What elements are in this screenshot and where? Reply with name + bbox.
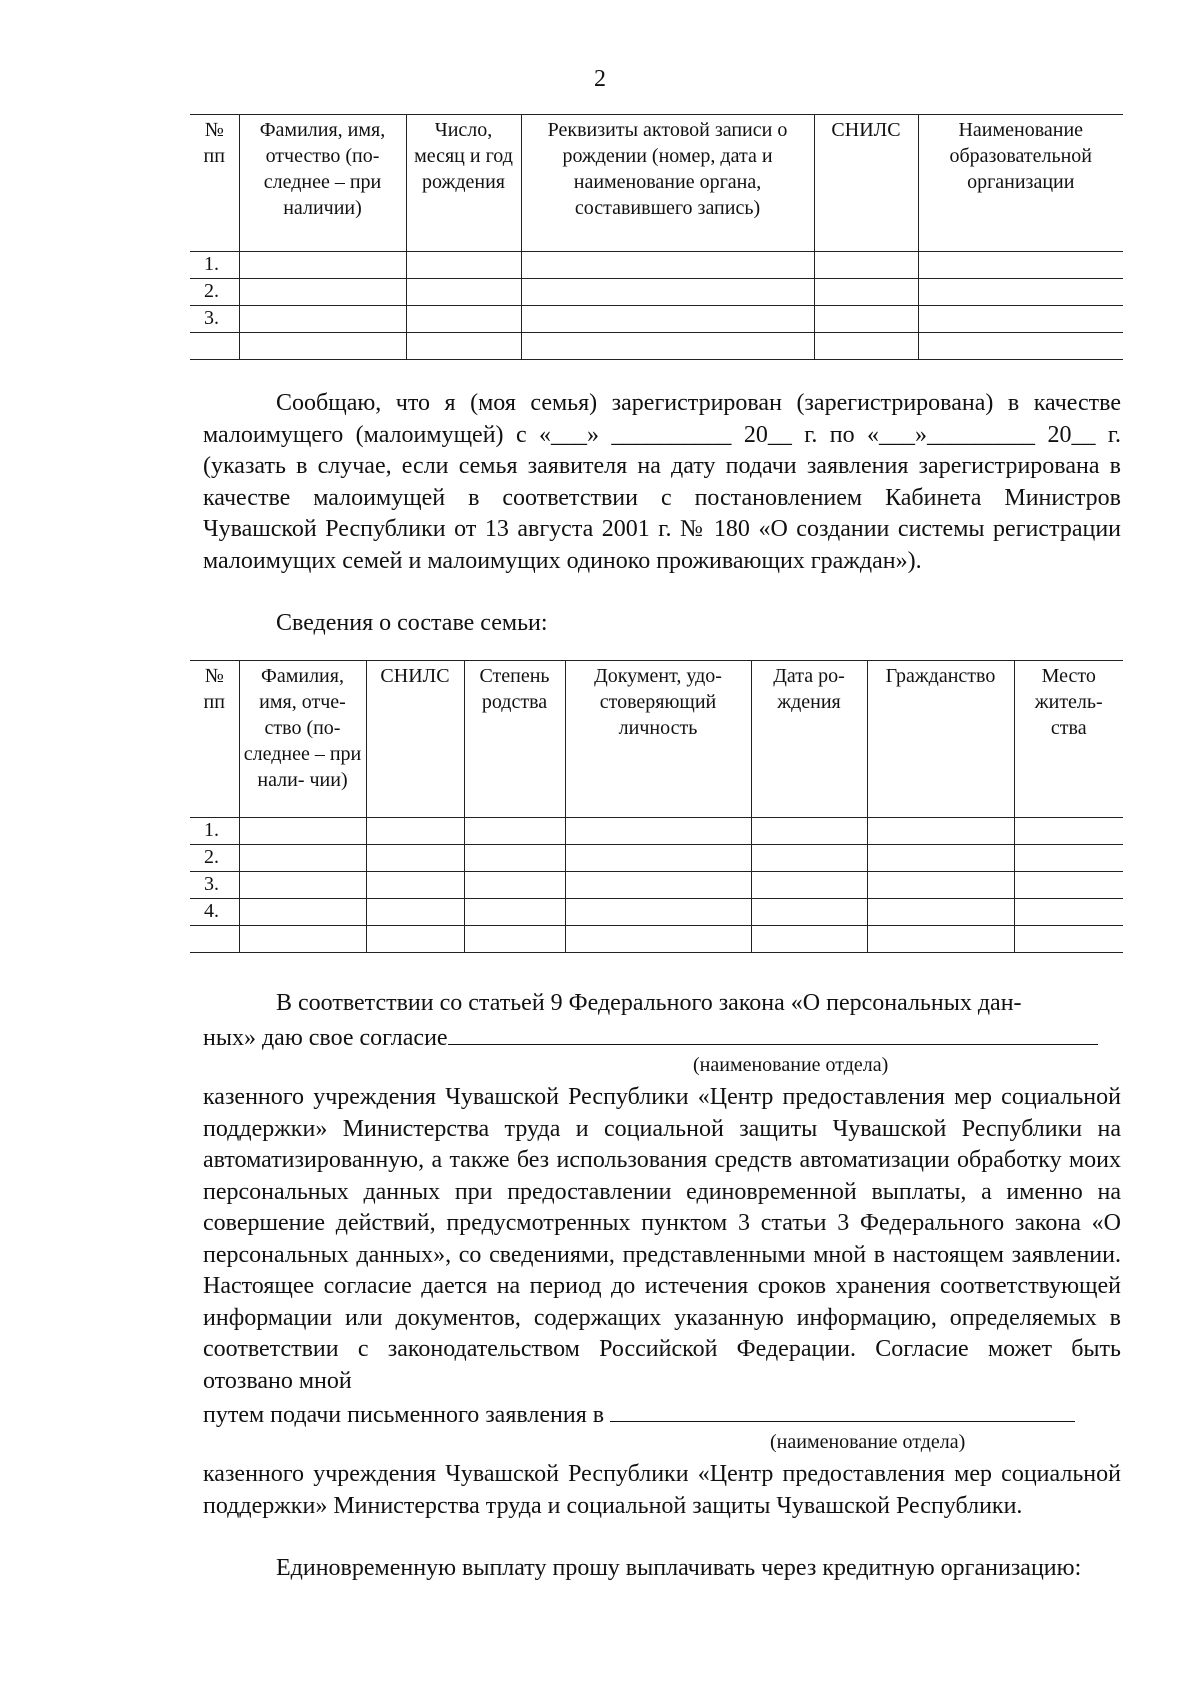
low-income-paragraph <box>203 388 1121 577</box>
empty-cell <box>464 845 565 872</box>
table-row <box>190 899 1123 926</box>
empty-cell <box>1014 926 1123 953</box>
table-row <box>190 818 1123 845</box>
row-number: 3. <box>190 306 239 333</box>
family-heading <box>203 608 1121 640</box>
empty-cell <box>1014 899 1123 926</box>
empty-cell <box>464 818 565 845</box>
empty-cell <box>239 306 406 333</box>
table-header-row <box>190 661 1123 818</box>
row-number: 1. <box>190 252 239 279</box>
empty-cell <box>406 252 521 279</box>
empty-cell <box>521 279 814 306</box>
department-caption: (наименование отдела) <box>693 1054 889 1076</box>
empty-cell <box>239 333 406 360</box>
empty-cell <box>814 306 918 333</box>
page-number: 2 <box>594 66 606 92</box>
empty-cell <box>565 872 751 899</box>
column-header-citizenship: Гражданство <box>867 661 1014 818</box>
consent-line <box>203 1020 1098 1055</box>
empty-cell <box>751 926 867 953</box>
row-number: 1. <box>190 818 239 845</box>
empty-cell <box>918 279 1123 306</box>
empty-cell <box>406 306 521 333</box>
table-row <box>190 872 1123 899</box>
payment-paragraph <box>203 1553 1121 1585</box>
row-number: 3. <box>190 872 239 899</box>
column-header-full-name: Фамилия, имя, отчество (по- следнее – при наличии) <box>239 115 406 252</box>
department-blank-line <box>610 1397 1075 1422</box>
empty-cell <box>521 333 814 360</box>
empty-cell <box>814 252 918 279</box>
empty-cell <box>751 899 867 926</box>
row-number: 2. <box>190 279 239 306</box>
empty-cell <box>464 872 565 899</box>
empty-cell <box>239 818 366 845</box>
empty-cell <box>521 306 814 333</box>
institution-paragraph: казенного учреждения Чувашской Республики «Центр предоставления мер социальной поддержки» Министерства труда и социальной защиты Чувашской Республики. <box>203 1461 1121 1519</box>
column-header-residence: Место житель- ства <box>1014 661 1123 818</box>
table-row <box>190 306 1123 333</box>
consent-line-text: ных» даю свое согласие <box>203 1025 448 1051</box>
column-header-birth-date: Дата ро- ждения <box>751 661 867 818</box>
empty-cell <box>867 872 1014 899</box>
column-header-birth-record: Реквизиты актовой записи о рождении (номер, дата и наименование органа, составившего запись) <box>521 115 814 252</box>
empty-cell <box>1014 845 1123 872</box>
empty-cell <box>867 926 1014 953</box>
withdraw-line-text: путем подачи письменного заявления в <box>203 1402 605 1428</box>
consent-intro <box>203 988 1121 1020</box>
column-header-number: № пп <box>190 115 239 252</box>
column-header-full-name: Фамилия, имя, отче- ство (по- следнее – при нали- чии) <box>239 661 366 818</box>
row-number <box>190 333 239 360</box>
empty-cell <box>406 279 521 306</box>
empty-cell <box>239 899 366 926</box>
empty-cell <box>239 279 406 306</box>
empty-cell <box>239 252 406 279</box>
empty-cell <box>366 872 464 899</box>
empty-cell <box>464 926 565 953</box>
empty-cell <box>867 899 1014 926</box>
department-caption: (наименование отдела) <box>770 1431 966 1453</box>
consent-body: казенного учреждения Чувашской Республики «Центр предоставления мер социальной поддержки» Министерства труда и социальной защиты Чувашской Республики на автоматизированную, а также без использования средств автоматизации обработку моих персональных данных при предоставлении единовременной выплаты, а именно на совершение действий, предусмотренных пунктом 3 статьи 3 Федерального закона «О персональных данных», со сведениями, представленными мной в настоящем заявлении. Настоящее согласие дается на период до истечения сроков хранения соответствующей информации или документов, содержащих указанную информацию, определяемых в соответствии с законодательством Российской Федерации. Согласие может быть отозвано мной <box>203 1084 1121 1394</box>
department-blank-line <box>448 1020 1098 1045</box>
children-table <box>190 114 1123 360</box>
table-row <box>190 333 1123 360</box>
empty-cell <box>565 899 751 926</box>
empty-cell <box>1014 818 1123 845</box>
table-header-row <box>190 115 1123 252</box>
empty-cell <box>521 252 814 279</box>
table-row <box>190 279 1123 306</box>
empty-cell <box>464 899 565 926</box>
consent-intro-text: В соответствии со статьей 9 Федерального закона «О персональных дан- <box>276 990 1022 1016</box>
row-number: 4. <box>190 899 239 926</box>
family-table <box>190 660 1123 953</box>
column-header-number: № пп <box>190 661 239 818</box>
empty-cell <box>867 818 1014 845</box>
empty-cell <box>918 306 1123 333</box>
column-header-snils: СНИЛС <box>814 115 918 252</box>
empty-cell <box>918 333 1123 360</box>
empty-cell <box>565 845 751 872</box>
empty-cell <box>751 818 867 845</box>
empty-cell <box>366 818 464 845</box>
empty-cell <box>751 845 867 872</box>
empty-cell <box>366 845 464 872</box>
empty-cell <box>239 926 366 953</box>
table-row <box>190 926 1123 953</box>
empty-cell <box>814 333 918 360</box>
column-header-id-document: Документ, удо- стоверяющий личность <box>565 661 751 818</box>
column-header-snils: СНИЛС <box>366 661 464 818</box>
empty-cell <box>366 926 464 953</box>
empty-cell <box>366 899 464 926</box>
row-number: 2. <box>190 845 239 872</box>
empty-cell <box>565 818 751 845</box>
payment-text: Единовременную выплату прошу выплачивать через кредитную организацию: <box>276 1555 1082 1581</box>
column-header-school: Наименование образовательной организации <box>918 115 1123 252</box>
empty-cell <box>565 926 751 953</box>
empty-cell <box>918 252 1123 279</box>
empty-cell <box>1014 872 1123 899</box>
column-header-birth-date: Число, месяц и год рождения <box>406 115 521 252</box>
empty-cell <box>814 279 918 306</box>
column-header-relation: Степень родства <box>464 661 565 818</box>
table-row <box>190 845 1123 872</box>
empty-cell <box>867 845 1014 872</box>
table-row <box>190 252 1123 279</box>
empty-cell <box>406 333 521 360</box>
row-number <box>190 926 239 953</box>
empty-cell <box>239 845 366 872</box>
empty-cell <box>239 872 366 899</box>
family-heading-text: Сведения о составе семьи: <box>276 610 548 636</box>
withdraw-line <box>203 1397 1075 1432</box>
low-income-text: Сообщаю, что я (моя семья) зарегистрирован (зарегистрирована) в качестве малоимущего (малоимущей) с «___» __________ 20__ г. по «___»_________ 20__ г. (указать в случае, если семья заявителя на дату подачи заявления зарегистрирована в качестве малоимущей в соответствии с постановлением Кабинета Министров Чувашской Республики от 13 августа 2001 г. № 180 «О создании системы регистрации малоимущих семей и малоимущих одиноко проживающих граждан»). <box>203 390 1121 574</box>
empty-cell <box>751 872 867 899</box>
